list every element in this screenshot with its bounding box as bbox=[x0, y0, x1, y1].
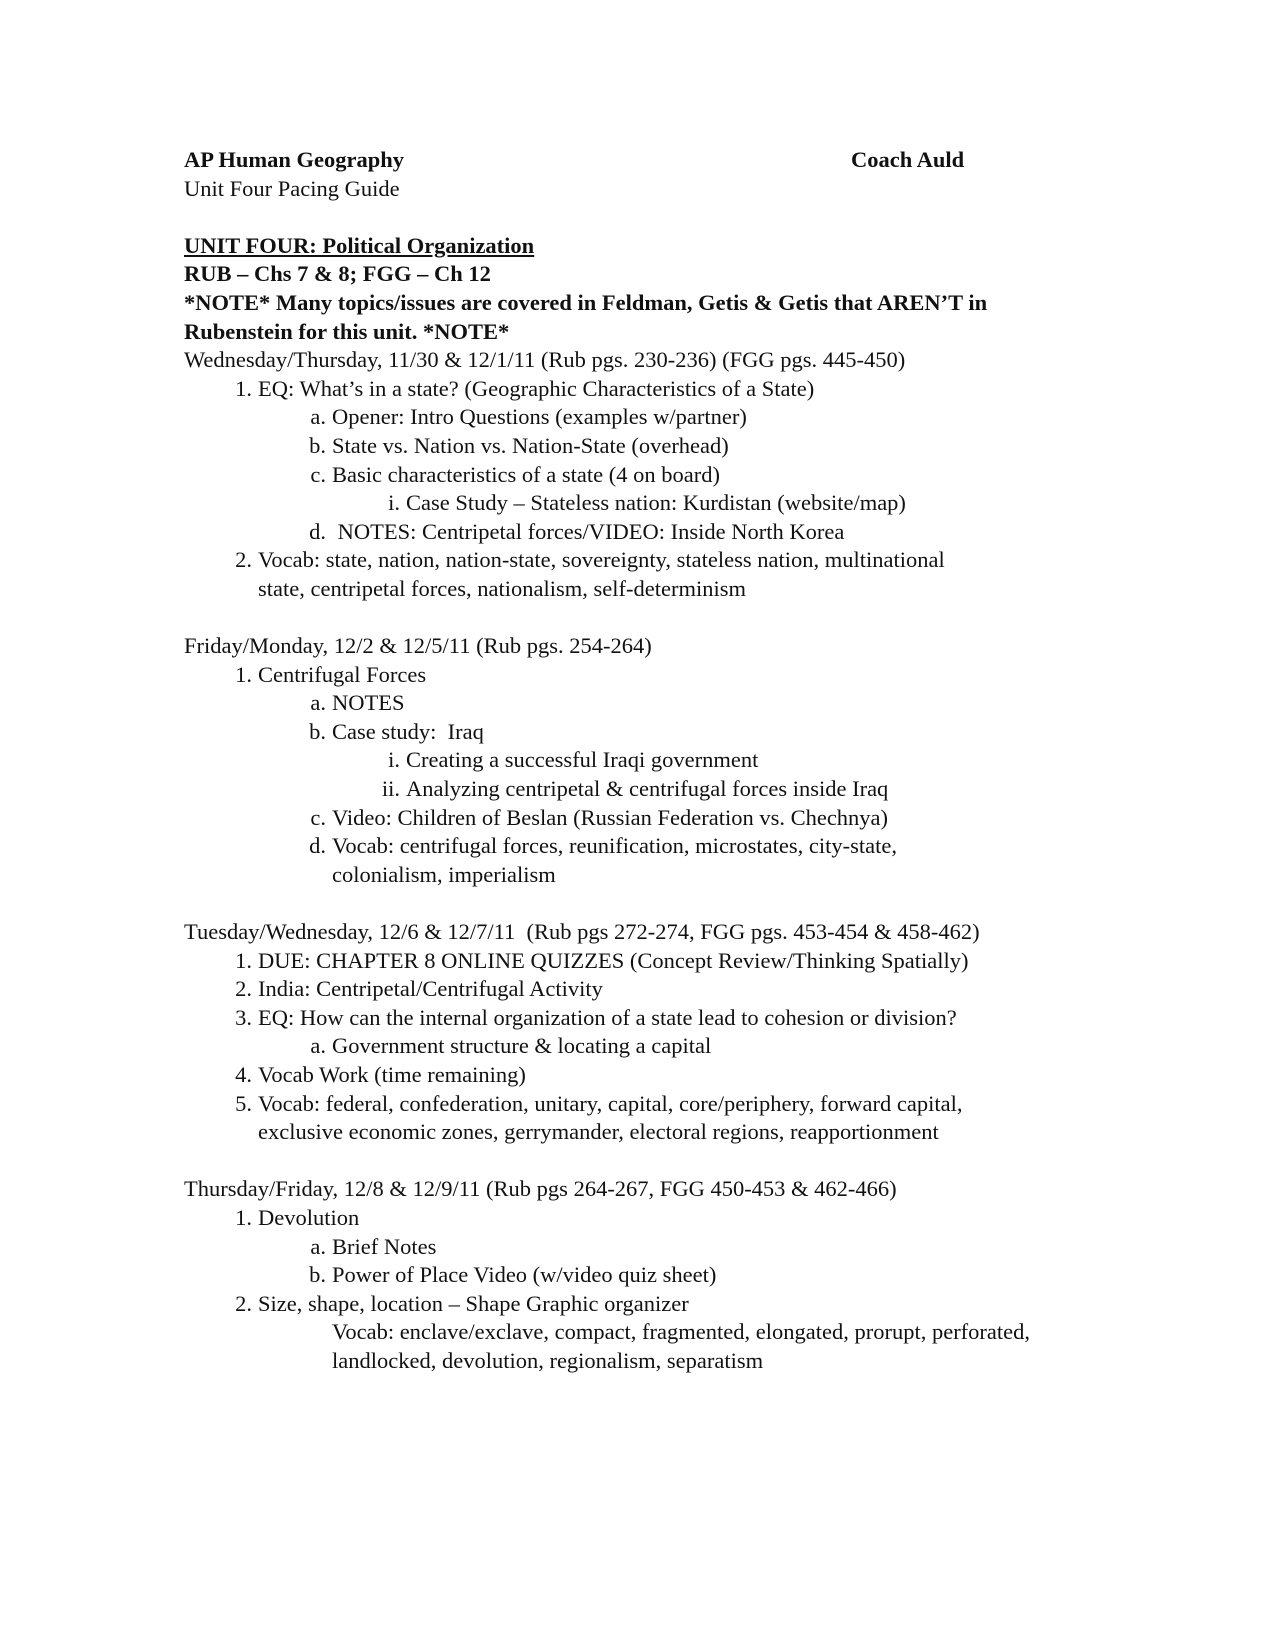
teacher-name: Coach Auld bbox=[851, 147, 965, 172]
session-3-date: Tuesday/Wednesday, 12/6 & 12/7/11 (Rub pgs 272-274, FGG pgs. 453-454 & 458-462) bbox=[184, 919, 980, 945]
list-item: 4. Vocab Work (time remaining) bbox=[235, 1062, 526, 1087]
session-4-date: Thursday/Friday, 12/8 & 12/9/11 (Rub pgs 264-267, FGG 450-453 & 462-466) bbox=[184, 1176, 897, 1202]
course-title: AP Human Geography bbox=[184, 147, 405, 172]
list-item: a. Brief Notes bbox=[310, 1233, 437, 1259]
list-item: 1. Centrifugal Forces bbox=[235, 661, 427, 687]
list-item: c. Video: Children of Beslan (Russian Federation vs. Chechnya) bbox=[310, 804, 889, 830]
list-item: i. Creating a successful Iraqi government bbox=[388, 747, 759, 773]
list-item: 5. Vocab: federal, confederation, unitary, capital, core/periphery, forward capital, bbox=[235, 1090, 963, 1116]
unit-note-line-1: *NOTE* Many topics/issues are covered in Feldman, Getis & Getis that AREN’T in bbox=[184, 289, 988, 315]
list-item: a. Government structure & locating a capital bbox=[310, 1033, 712, 1059]
list-item: 2. Vocab: state, nation, nation-state, sovereignty, stateless nation, multinational bbox=[235, 547, 945, 573]
list-item-continuation: state, centripetal forces, nationalism, self-determinism bbox=[258, 575, 746, 601]
list-item-continuation: landlocked, devolution, regionalism, separatism bbox=[332, 1347, 764, 1373]
unit-chapters: RUB – Chs 7 & 8; FGG – Ch 12 bbox=[184, 261, 491, 287]
list-item: 2. Size, shape, location – Shape Graphic organizer bbox=[235, 1290, 689, 1316]
doc-title: Unit Four Pacing Guide bbox=[184, 175, 400, 201]
session-2-date: Friday/Monday, 12/2 & 12/5/11 (Rub pgs. 254-264) bbox=[184, 633, 652, 659]
list-item: 3. EQ: How can the internal organization of a state lead to cohesion or division? bbox=[235, 1004, 957, 1030]
list-item: b. Power of Place Video (w/video quiz sheet) bbox=[309, 1262, 717, 1288]
list-item: c. Basic characteristics of a state (4 on board) bbox=[310, 461, 720, 487]
header-row bbox=[184, 146, 1084, 175]
list-item: d. NOTES: Centripetal forces/VIDEO: Inside North Korea bbox=[309, 518, 845, 544]
list-item-continuation: colonialism, imperialism bbox=[332, 861, 556, 887]
list-item: i. Case Study – Stateless nation: Kurdistan (website/map) bbox=[388, 490, 906, 516]
session-1-date: Wednesday/Thursday, 11/30 & 12/1/11 (Rub pgs. 230-236) (FGG pgs. 445-450) bbox=[184, 347, 906, 373]
list-item: b. Case study: Iraq bbox=[309, 718, 484, 744]
list-item: 1. Devolution bbox=[235, 1204, 360, 1230]
list-item: a. Opener: Intro Questions (examples w/partner) bbox=[310, 404, 747, 430]
list-item: ii. Analyzing centripetal & centrifugal forces inside Iraq bbox=[381, 776, 889, 802]
list-item: 2. India: Centripetal/Centrifugal Activity bbox=[235, 976, 603, 1002]
list-item: 1. EQ: What’s in a state? (Geographic Characteristics of a State) bbox=[235, 375, 815, 401]
list-item: d. Vocab: centrifugal forces, reunification, microstates, city-state, bbox=[309, 833, 897, 859]
document-page bbox=[184, 146, 1084, 1376]
list-item-continuation: Vocab: enclave/exclave, compact, fragmented, elongated, prorupt, perforated, bbox=[332, 1319, 1031, 1345]
list-item: a. NOTES bbox=[310, 690, 405, 716]
list-item: 1. DUE: CHAPTER 8 ONLINE QUIZZES (Concept Review/Thinking Spatially) bbox=[235, 947, 969, 973]
unit-note-line-2: Rubenstein for this unit. *NOTE* bbox=[184, 318, 510, 344]
unit-title: UNIT FOUR: Political Organization bbox=[184, 232, 535, 258]
list-item: b. State vs. Nation vs. Nation-State (overhead) bbox=[309, 432, 729, 458]
list-item-continuation: exclusive economic zones, gerrymander, electoral regions, reapportionment bbox=[258, 1119, 939, 1145]
